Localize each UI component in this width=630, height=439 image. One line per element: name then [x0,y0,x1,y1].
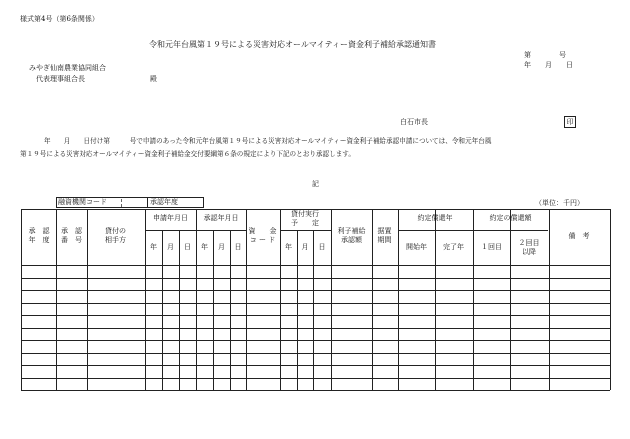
body-text-line2: 第１９号による災害対応オールマイティー資金利子補給金交付要綱第６条の規定により下記のとおり承認します。 [20,150,355,158]
table-line [21,278,610,279]
table-line [297,230,298,390]
h-approval-year: 承 認 年 度 [28,227,50,245]
h-second: ２回目 以降 [518,239,540,257]
document-title: 令和元年台風第１９号による災害対応オールマイティー資金利子補給承認通知書 [149,40,437,49]
approval-year-label: 承認年度 [150,198,178,206]
table-line [280,230,331,231]
header-d: 日 [318,243,326,251]
header-m: 月 [218,243,225,251]
header-m: 月 [301,243,309,251]
h-application-date: 申請年月日 [153,214,188,222]
table-line [21,390,610,391]
addressee-person: 代表理事組合長 [36,75,85,83]
table-line [21,378,610,379]
table-line [313,230,314,390]
h-end-year: 完了年 [443,243,464,251]
table-line [21,290,610,291]
h-repayment-year: 約定償還年 [417,214,453,222]
form-number: 様式第4号（第6条関係） [20,15,99,23]
table-line [473,209,474,390]
h-deferment: 据置 期間 [377,227,392,245]
table-line [435,209,436,390]
table-line [21,353,610,354]
table-line [21,303,610,304]
table-line [21,328,610,329]
institution-code-label: 融資機関コード [58,198,107,206]
issuer-name: 白石市長 [400,118,428,126]
h-start-year: 開始年 [406,243,427,251]
h-interest-amount: 利子補給 承認額 [337,227,366,245]
header-d: 日 [184,243,191,251]
header-d: 日 [234,243,242,251]
table-line [510,209,511,390]
table-line [21,315,610,316]
h-repayment-amount: 約定の償還額 [489,214,532,222]
honorific: 殿 [150,75,157,83]
header-m: 月 [167,243,174,251]
table-line [280,209,281,390]
table-line [21,340,610,341]
h-first: １回目 [481,243,502,251]
table-line [230,230,231,390]
table-line [21,365,610,366]
note-mark: 記 [312,180,319,188]
table-line [196,209,197,390]
seal-stamp: 印 [564,116,576,128]
unit-label: （単位：千円） [535,199,584,207]
header-y: 年 [285,243,292,251]
addressee-org: みやぎ仙南農業協同組合 [29,64,106,72]
document-date: 年 月 日 [524,61,573,69]
table-line [179,230,180,390]
table-line [213,230,214,390]
h-fund-code: 資 金 コ ー ド [248,227,277,245]
table-line [162,230,163,390]
h-loan-exec: 貸付実行 予 定 [291,210,319,228]
h-approval-no: 承 認 番 号 [61,227,82,245]
header-y: 年 [150,243,157,251]
table-line [398,209,399,390]
h-remarks: 備 考 [568,232,590,240]
table-line [145,209,146,390]
table-line [610,209,611,390]
table-line [398,230,548,231]
table-line [145,230,246,231]
table-line [21,265,610,266]
h-borrower: 貸付の 相手方 [105,227,126,245]
body-text-line1: 年 月 日付け第 号で申請のあった令和元年台風第１９号による災害対応オールマイティー資金利子補給承認申請については、令和元年台風 [44,137,492,145]
h-approval-date: 承認年月日 [203,214,239,222]
header-y: 年 [201,243,208,251]
document-number: 第 号 [524,51,566,59]
